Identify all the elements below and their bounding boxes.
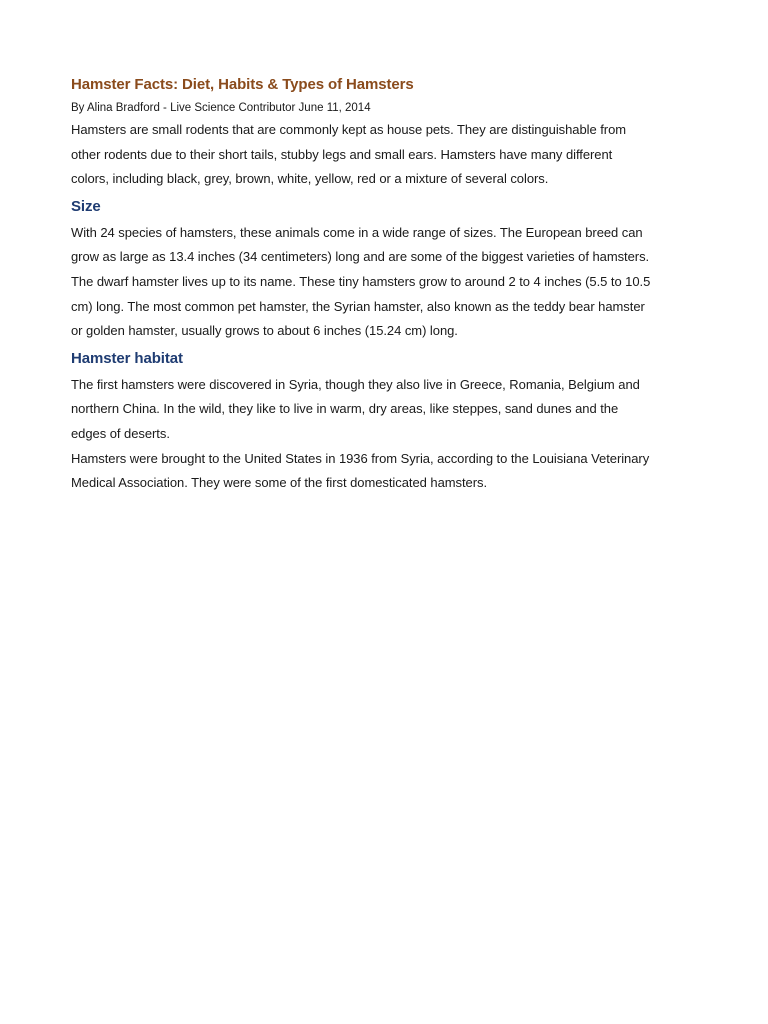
history-line: Hamsters were brought to the United States in 1936 from Syria, according to the Louisiana Veterinary — [71, 450, 650, 466]
intro-line: colors, including black, grey, brown, white, yellow, red or a mixture of several colors. — [71, 171, 549, 187]
habitat-paragraph — [71, 373, 701, 447]
habitat-line: The first hamsters were discovered in Syria, though they also live in Greece, Romania, Belgium and — [71, 376, 640, 392]
size-line: or golden hamster, usually grows to about 6 inches (15.24 cm) long. — [71, 323, 458, 339]
size-heading: Size — [71, 197, 101, 215]
size-line: With 24 species of hamsters, these animals come in a wide range of sizes. The European breed can — [71, 224, 643, 240]
size-paragraph — [71, 221, 701, 344]
habitat-heading: Hamster habitat — [71, 349, 183, 367]
history-line: Medical Association. They were some of the first domesticated hamsters. — [71, 475, 488, 491]
history-paragraph — [71, 447, 701, 496]
article-title: Hamster Facts: Diet, Habits & Types of Hamsters — [71, 76, 414, 93]
intro-paragraph — [71, 118, 701, 192]
size-line: cm) long. The most common pet hamster, the Syrian hamster, also known as the teddy bear hamster — [71, 298, 645, 314]
intro-line: other rodents due to their short tails, stubby legs and small ears. Hamsters have many different — [71, 146, 613, 162]
size-line: The dwarf hamster lives up to its name. These tiny hamsters grow to around 2 to 4 inches (5.5 to 10.5 — [71, 273, 651, 289]
habitat-line: edges of deserts. — [71, 425, 170, 441]
intro-line: Hamsters are small rodents that are commonly kept as house pets. They are distinguishable from — [71, 122, 627, 137]
article-body — [71, 74, 701, 496]
habitat-line: northern China. In the wild, they like to live in warm, dry areas, like steppes, sand dunes and the — [71, 401, 619, 417]
size-line: grow as large as 13.4 inches (34 centimeters) long and are some of the biggest varieties of hamsters. — [71, 249, 650, 265]
article-byline: By Alina Bradford - Live Science Contributor June 11, 2014 — [71, 102, 371, 114]
